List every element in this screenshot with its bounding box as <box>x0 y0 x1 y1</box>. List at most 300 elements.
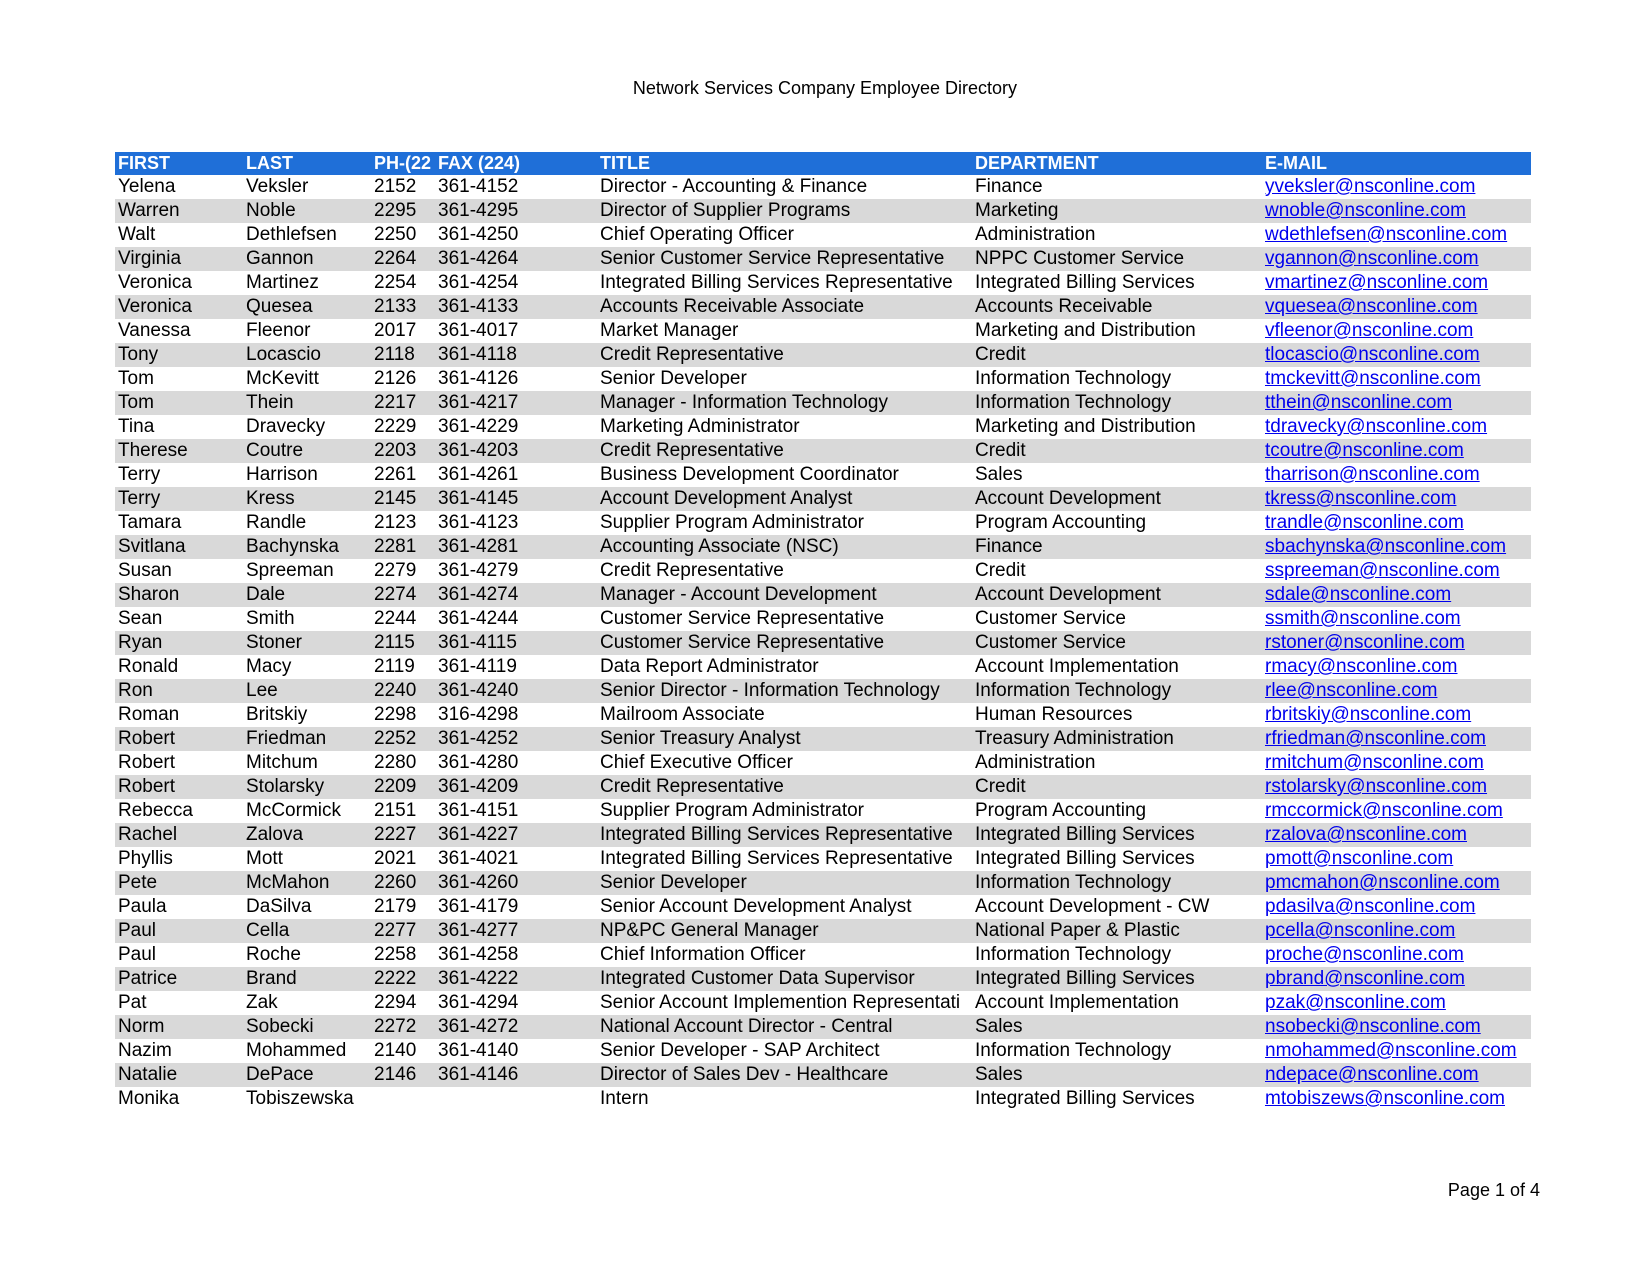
cell-title: Mailroom Associate <box>600 704 765 725</box>
cell-fax: 361-4209 <box>438 776 519 797</box>
cell-fax: 361-4145 <box>438 488 519 509</box>
table-row <box>115 199 1531 223</box>
cell-email-link[interactable]: nmohammed@nsconline.com <box>1265 1040 1517 1061</box>
cell-email-link[interactable]: vmartinez@nsconline.com <box>1265 272 1489 293</box>
cell-phone: 2298 <box>374 704 417 725</box>
cell-email-link[interactable]: rfriedman@nsconline.com <box>1265 728 1486 749</box>
cell-phone: 2272 <box>374 1016 417 1037</box>
cell-last: Spreeman <box>246 560 334 581</box>
cell-phone: 2274 <box>374 584 417 605</box>
cell-email-link[interactable]: pzak@nsconline.com <box>1265 992 1446 1013</box>
cell-first: Svitlana <box>118 536 186 557</box>
cell-email-link[interactable]: tdravecky@nsconline.com <box>1265 416 1488 437</box>
table-row <box>115 415 1531 439</box>
cell-fax: 361-4152 <box>438 176 519 197</box>
table-body <box>115 175 1531 1111</box>
cell-title: Director of Supplier Programs <box>600 200 851 221</box>
cell-department: Treasury Administration <box>975 728 1174 749</box>
cell-email-link[interactable]: wnoble@nsconline.com <box>1265 200 1466 221</box>
cell-email-link[interactable]: tmckevitt@nsconline.com <box>1265 368 1481 389</box>
cell-title: Integrated Billing Services Representative <box>600 272 953 293</box>
table-row <box>115 1063 1531 1087</box>
cell-last: Mitchum <box>246 752 318 773</box>
cell-phone: 2294 <box>374 992 417 1013</box>
cell-last: Stolarsky <box>246 776 325 797</box>
header-title: TITLE <box>600 153 650 173</box>
cell-first: Terry <box>118 464 161 485</box>
cell-phone: 2146 <box>374 1064 417 1085</box>
cell-fax: 361-4203 <box>438 440 519 461</box>
cell-first: Rebecca <box>118 800 193 821</box>
cell-last: DePace <box>246 1064 314 1085</box>
cell-last: DaSilva <box>246 896 312 917</box>
cell-fax: 361-4222 <box>438 968 519 989</box>
cell-last: Stoner <box>246 632 302 653</box>
cell-last: Zak <box>246 992 278 1013</box>
table-row <box>115 823 1531 847</box>
cell-title: Accounts Receivable Associate <box>600 296 865 317</box>
cell-first: Robert <box>118 776 176 797</box>
table-row <box>115 295 1531 319</box>
table-row <box>115 271 1531 295</box>
cell-first: Ron <box>118 680 153 701</box>
table-row <box>115 703 1531 727</box>
cell-last: Randle <box>246 512 307 533</box>
table-row <box>115 223 1531 247</box>
table-row <box>115 1087 1531 1111</box>
employee-directory-table <box>115 152 1531 1111</box>
cell-fax: 361-4133 <box>438 296 519 317</box>
cell-last: Fleenor <box>246 320 311 341</box>
cell-email-link[interactable]: rstoner@nsconline.com <box>1265 632 1465 653</box>
cell-phone: 2179 <box>374 896 417 917</box>
cell-department: Marketing and Distribution <box>975 320 1196 341</box>
cell-phone: 2254 <box>374 272 417 293</box>
cell-last: McKevitt <box>246 368 319 389</box>
cell-title: Senior Account Development Analyst <box>600 896 912 917</box>
table-row <box>115 487 1531 511</box>
cell-last: Coutre <box>246 440 304 461</box>
cell-phone: 2261 <box>374 464 417 485</box>
cell-title: Marketing Administrator <box>600 416 800 437</box>
table-row <box>115 607 1531 631</box>
table-row <box>115 991 1531 1015</box>
cell-fax: 316-4298 <box>438 704 519 725</box>
cell-department: Credit <box>975 560 1026 581</box>
cell-title: Integrated Customer Data Supervisor <box>600 968 915 989</box>
cell-first: Patrice <box>118 968 178 989</box>
cell-email-link[interactable]: rstolarsky@nsconline.com <box>1265 776 1488 797</box>
cell-fax: 361-4118 <box>438 344 517 365</box>
cell-phone: 2119 <box>374 656 415 677</box>
cell-title: Senior Customer Service Representative <box>600 248 945 269</box>
table-row <box>115 511 1531 535</box>
cell-first: Pete <box>118 872 158 893</box>
table-row <box>115 391 1531 415</box>
table-row <box>115 679 1531 703</box>
cell-phone: 2222 <box>374 968 417 989</box>
cell-title: Senior Developer <box>600 368 747 389</box>
cell-last: Kress <box>246 488 295 509</box>
cell-phone: 2279 <box>374 560 417 581</box>
cell-fax: 361-4017 <box>438 320 519 341</box>
table-row <box>115 439 1531 463</box>
cell-fax: 361-4281 <box>438 536 519 557</box>
cell-email-link[interactable]: wdethlefsen@nsconline.com <box>1265 224 1508 245</box>
cell-title: Senior Director - Information Technology <box>600 680 940 701</box>
table-row <box>115 655 1531 679</box>
cell-email-link[interactable]: sspreeman@nsconline.com <box>1265 560 1500 581</box>
cell-email-link[interactable]: vfleenor@nsconline.com <box>1265 320 1474 341</box>
cell-last: Thein <box>246 392 294 413</box>
page-number: Page 1 of 4 <box>1447 1180 1540 1200</box>
cell-title: Supplier Program Administrator <box>600 512 864 533</box>
cell-first: Norm <box>118 1016 165 1037</box>
table-row <box>115 847 1531 871</box>
cell-first: Susan <box>118 560 172 581</box>
table-row <box>115 1039 1531 1063</box>
page-title: Network Services Company Employee Directory <box>632 78 1018 98</box>
cell-email-link[interactable]: tcoutre@nsconline.com <box>1265 440 1464 461</box>
cell-fax: 361-4254 <box>438 272 519 293</box>
table-row <box>115 943 1531 967</box>
cell-fax: 361-4240 <box>438 680 519 701</box>
cell-department: Account Implementation <box>975 656 1179 677</box>
table-row <box>115 463 1531 487</box>
cell-first: Sharon <box>118 584 180 605</box>
cell-email-link[interactable]: mtobiszews@nsconline.com <box>1265 1088 1505 1109</box>
cell-department: Finance <box>975 536 1043 557</box>
cell-first: Tina <box>118 416 155 437</box>
header-last: LAST <box>246 153 293 173</box>
cell-first: Rachel <box>118 824 178 845</box>
cell-email-link[interactable]: rmitchum@nsconline.com <box>1265 752 1484 773</box>
cell-first: Robert <box>118 728 176 749</box>
table-row <box>115 871 1531 895</box>
cell-email-link[interactable]: sbachynska@nsconline.com <box>1265 536 1507 557</box>
cell-last: Bachynska <box>246 536 339 557</box>
cell-title: Customer Service Representative <box>600 608 885 629</box>
cell-title: Integrated Billing Services Representative <box>600 848 953 869</box>
cell-first: Tony <box>118 344 159 365</box>
cell-last: Friedman <box>246 728 327 749</box>
cell-first: Sean <box>118 608 163 629</box>
cell-phone: 2277 <box>374 920 417 941</box>
cell-email-link[interactable]: vquesea@nsconline.com <box>1265 296 1478 317</box>
cell-phone: 2260 <box>374 872 417 893</box>
cell-phone: 2133 <box>374 296 417 317</box>
cell-first: Nazim <box>118 1040 172 1061</box>
cell-phone: 2152 <box>374 176 417 197</box>
cell-fax: 361-4146 <box>438 1064 519 1085</box>
cell-department: Accounts Receivable <box>975 296 1153 317</box>
cell-last: Locascio <box>246 344 321 365</box>
cell-last: Cella <box>246 920 290 941</box>
cell-last: Brand <box>246 968 297 989</box>
header-fax: FAX (224) <box>438 153 521 173</box>
cell-email-link[interactable]: pmott@nsconline.com <box>1265 848 1454 869</box>
cell-email-link[interactable]: tthein@nsconline.com <box>1265 392 1453 413</box>
header-phone: PH-(22 <box>374 153 432 173</box>
cell-first: Ryan <box>118 632 163 653</box>
cell-first: Natalie <box>118 1064 178 1085</box>
cell-fax: 361-4264 <box>438 248 519 269</box>
cell-phone: 2280 <box>374 752 417 773</box>
cell-department: Information Technology <box>975 1040 1172 1061</box>
cell-last: Britskiy <box>246 704 308 725</box>
cell-phone: 2229 <box>374 416 417 437</box>
cell-email-link[interactable]: sdale@nsconline.com <box>1265 584 1452 605</box>
header-department: DEPARTMENT <box>975 153 1099 173</box>
cell-last: Mohammed <box>246 1040 347 1061</box>
cell-department: Administration <box>975 752 1096 773</box>
header-email: E-MAIL <box>1265 153 1327 173</box>
table-row <box>115 919 1531 943</box>
table-row <box>115 175 1531 199</box>
table-row <box>115 967 1531 991</box>
cell-fax: 361-4021 <box>438 848 519 869</box>
cell-last: McCormick <box>246 800 341 821</box>
cell-fax: 361-4272 <box>438 1016 519 1037</box>
table-row <box>115 895 1531 919</box>
cell-department: Credit <box>975 776 1026 797</box>
cell-first: Phyllis <box>118 848 173 869</box>
cell-department: Finance <box>975 176 1043 197</box>
cell-department: Information Technology <box>975 944 1172 965</box>
cell-fax: 361-4274 <box>438 584 519 605</box>
cell-title: Integrated Billing Services Representative <box>600 824 953 845</box>
cell-last: Zalova <box>246 824 304 845</box>
table-row <box>115 559 1531 583</box>
cell-title: Senior Treasury Analyst <box>600 728 801 749</box>
cell-last: Dravecky <box>246 416 326 437</box>
cell-department: Administration <box>975 224 1096 245</box>
cell-title: Data Report Administrator <box>600 656 819 677</box>
cell-phone: 2281 <box>374 536 417 557</box>
cell-department: Information Technology <box>975 392 1172 413</box>
cell-last: Dethlefsen <box>246 224 337 245</box>
cell-phone: 2209 <box>374 776 417 797</box>
cell-department: Human Resources <box>975 704 1133 725</box>
cell-fax: 361-4252 <box>438 728 519 749</box>
cell-last: McMahon <box>246 872 330 893</box>
cell-first: Walt <box>118 224 156 245</box>
cell-department: Information Technology <box>975 680 1172 701</box>
cell-first: Terry <box>118 488 161 509</box>
cell-fax: 361-4244 <box>438 608 519 629</box>
cell-title: Manager - Account Development <box>600 584 877 605</box>
cell-email-link[interactable]: proche@nsconline.com <box>1265 944 1464 965</box>
cell-title: Senior Account Implemention Representati <box>600 992 961 1013</box>
cell-last: Lee <box>246 680 278 701</box>
cell-fax: 361-4294 <box>438 992 519 1013</box>
cell-email-link[interactable]: rmccormick@nsconline.com <box>1265 800 1503 821</box>
cell-department: National Paper & Plastic <box>975 920 1180 941</box>
cell-fax: 361-4123 <box>438 512 519 533</box>
cell-last: Gannon <box>246 248 314 269</box>
table-row <box>115 799 1531 823</box>
cell-email-link[interactable]: pbrand@nsconline.com <box>1265 968 1465 989</box>
cell-title: National Account Director - Central <box>600 1016 893 1037</box>
cell-last: Roche <box>246 944 301 965</box>
cell-fax: 361-4229 <box>438 416 519 437</box>
cell-department: Information Technology <box>975 368 1172 389</box>
table-row <box>115 319 1531 343</box>
cell-email-link[interactable]: trandle@nsconline.com <box>1265 512 1464 533</box>
cell-fax: 361-4260 <box>438 872 519 893</box>
cell-department: Account Development <box>975 584 1161 605</box>
cell-fax: 361-4119 <box>438 656 517 677</box>
cell-email-link[interactable]: pmcmahon@nsconline.com <box>1265 872 1500 893</box>
cell-fax: 361-4277 <box>438 920 519 941</box>
table-row <box>115 247 1531 271</box>
cell-email-link[interactable]: pdasilva@nsconline.com <box>1265 896 1476 917</box>
cell-department: Integrated Billing Services <box>975 968 1195 989</box>
cell-email-link[interactable]: rbritskiy@nsconline.com <box>1265 704 1472 725</box>
cell-phone: 2258 <box>374 944 417 965</box>
cell-last: Veksler <box>246 176 309 197</box>
cell-first: Pat <box>118 992 147 1013</box>
cell-title: Credit Representative <box>600 560 784 581</box>
cell-fax: 361-4258 <box>438 944 519 965</box>
cell-phone: 2227 <box>374 824 417 845</box>
cell-first: Robert <box>118 752 176 773</box>
cell-title: Chief Information Officer <box>600 944 806 965</box>
cell-fax: 361-4227 <box>438 824 519 845</box>
cell-phone: 2264 <box>374 248 417 269</box>
cell-title: Credit Representative <box>600 344 784 365</box>
cell-first: Therese <box>118 440 188 461</box>
cell-title: Intern <box>600 1088 649 1109</box>
cell-fax: 361-4261 <box>438 464 519 485</box>
cell-fax: 361-4280 <box>438 752 519 773</box>
cell-first: Veronica <box>118 296 192 317</box>
cell-department: Credit <box>975 440 1026 461</box>
table-row <box>115 631 1531 655</box>
cell-phone: 2295 <box>374 200 417 221</box>
cell-department: Integrated Billing Services <box>975 848 1195 869</box>
cell-phone: 2017 <box>374 320 417 341</box>
cell-department: Sales <box>975 464 1023 485</box>
cell-last: Tobiszewska <box>246 1088 354 1109</box>
table-row <box>115 751 1531 775</box>
cell-department: Marketing <box>975 200 1059 221</box>
cell-phone: 2250 <box>374 224 417 245</box>
table-row <box>115 343 1531 367</box>
cell-title: Credit Representative <box>600 776 784 797</box>
cell-first: Paula <box>118 896 167 917</box>
cell-first: Tamara <box>118 512 182 533</box>
cell-first: Tom <box>118 392 154 413</box>
cell-department: Integrated Billing Services <box>975 272 1195 293</box>
table-row <box>115 367 1531 391</box>
cell-title: Manager - Information Technology <box>600 392 888 413</box>
cell-first: Yelena <box>118 176 176 197</box>
cell-last: Smith <box>246 608 295 629</box>
cell-last: Macy <box>246 656 292 677</box>
cell-fax: 361-4140 <box>438 1040 519 1061</box>
cell-email-link[interactable]: tlocascio@nsconline.com <box>1265 344 1480 365</box>
cell-email-link[interactable]: rlee@nsconline.com <box>1265 680 1438 701</box>
cell-title: Chief Operating Officer <box>600 224 794 245</box>
cell-fax: 361-4115 <box>438 632 517 653</box>
cell-department: NPPC Customer Service <box>975 248 1185 269</box>
cell-first: Warren <box>118 200 180 221</box>
cell-first: Paul <box>118 944 157 965</box>
cell-department: Integrated Billing Services <box>975 1088 1195 1109</box>
cell-phone: 2145 <box>374 488 417 509</box>
cell-phone: 2126 <box>374 368 417 389</box>
cell-title: Customer Service Representative <box>600 632 885 653</box>
cell-department: Sales <box>975 1064 1023 1085</box>
cell-email-link[interactable]: ssmith@nsconline.com <box>1265 608 1461 629</box>
cell-first: Veronica <box>118 272 192 293</box>
cell-email-link[interactable]: tkress@nsconline.com <box>1265 488 1457 509</box>
cell-last: Sobecki <box>246 1016 314 1037</box>
cell-title: Senior Developer <box>600 872 747 893</box>
cell-email-link[interactable]: rzalova@nsconline.com <box>1265 824 1467 845</box>
table-row <box>115 727 1531 751</box>
cell-fax: 361-4217 <box>438 392 519 413</box>
cell-department: Sales <box>975 1016 1023 1037</box>
cell-department: Information Technology <box>975 872 1172 893</box>
cell-email-link[interactable]: nsobecki@nsconline.com <box>1265 1016 1481 1037</box>
cell-last: Dale <box>246 584 286 605</box>
cell-title: Director - Accounting & Finance <box>600 176 868 197</box>
cell-title: NP&PC General Manager <box>600 920 819 941</box>
cell-phone: 2252 <box>374 728 417 749</box>
cell-fax: 361-4279 <box>438 560 519 581</box>
cell-department: Credit <box>975 344 1026 365</box>
cell-fax: 361-4126 <box>438 368 519 389</box>
table-row <box>115 775 1531 799</box>
cell-phone: 2203 <box>374 440 417 461</box>
cell-title: Director of Sales Dev - Healthcare <box>600 1064 889 1085</box>
cell-email-link[interactable]: ndepace@nsconline.com <box>1265 1064 1479 1085</box>
cell-fax: 361-4250 <box>438 224 519 245</box>
cell-first: Tom <box>118 368 154 389</box>
cell-department: Customer Service <box>975 632 1126 653</box>
cell-email-link[interactable]: rmacy@nsconline.com <box>1265 656 1458 677</box>
cell-fax: 361-4151 <box>438 800 519 821</box>
cell-department: Marketing and Distribution <box>975 416 1196 437</box>
cell-last: Mott <box>246 848 283 869</box>
cell-title: Account Development Analyst <box>600 488 853 509</box>
cell-last: Noble <box>246 200 296 221</box>
cell-department: Account Development <box>975 488 1161 509</box>
cell-email-link[interactable]: yveksler@nsconline.com <box>1265 176 1476 197</box>
cell-email-link[interactable]: tharrison@nsconline.com <box>1265 464 1480 485</box>
cell-email-link[interactable]: pcella@nsconline.com <box>1265 920 1456 941</box>
cell-title: Accounting Associate (NSC) <box>600 536 839 557</box>
cell-phone: 2123 <box>374 512 417 533</box>
table-row <box>115 1015 1531 1039</box>
cell-first: Ronald <box>118 656 179 677</box>
cell-department: Account Implementation <box>975 992 1179 1013</box>
cell-last: Martinez <box>246 272 319 293</box>
cell-department: Account Development - CW <box>975 896 1210 917</box>
cell-last: Harrison <box>246 464 318 485</box>
cell-phone: 2244 <box>374 608 417 629</box>
cell-department: Customer Service <box>975 608 1126 629</box>
cell-title: Market Manager <box>600 320 739 341</box>
cell-first: Virginia <box>118 248 182 269</box>
header-first: FIRST <box>118 153 170 173</box>
cell-email-link[interactable]: vgannon@nsconline.com <box>1265 248 1479 269</box>
cell-fax: 361-4295 <box>438 200 519 221</box>
cell-department: Program Accounting <box>975 800 1147 821</box>
cell-first: Monika <box>118 1088 180 1109</box>
